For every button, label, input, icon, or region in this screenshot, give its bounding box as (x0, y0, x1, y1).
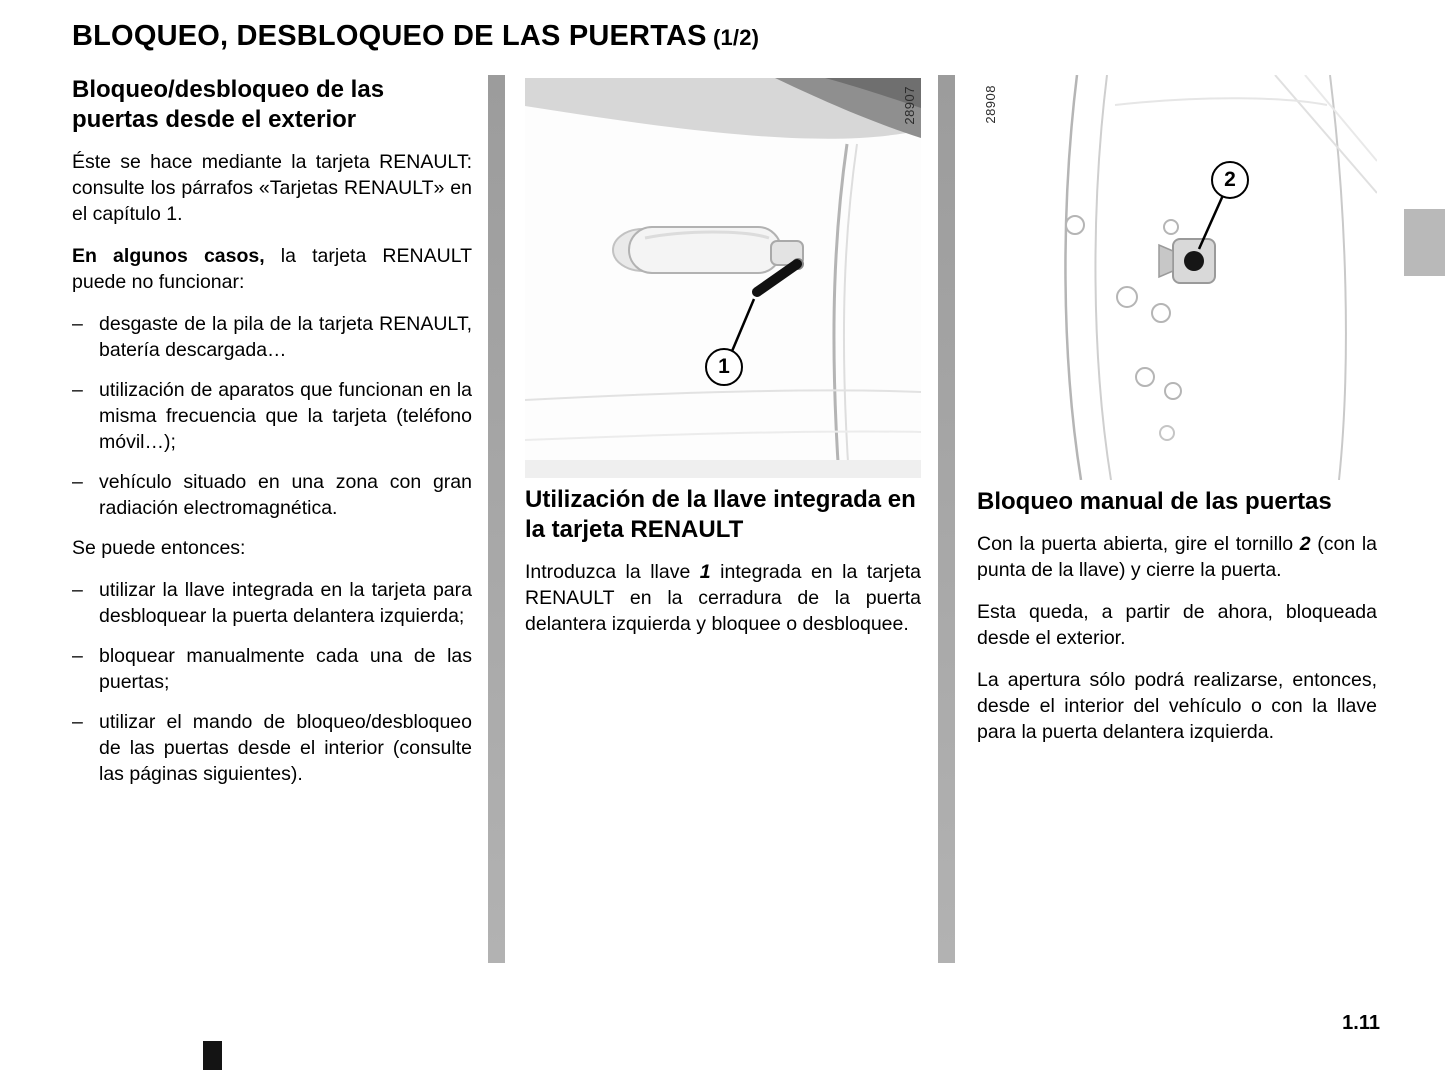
callout-1: 1 (705, 348, 743, 386)
left-column-heading: Bloqueo/desbloqueo de las puertas desde el exterior (72, 76, 385, 133)
list-item (72, 469, 472, 521)
middle-column-heading: Utilización de la llave integrada en la tarjeta RENAULT (525, 486, 916, 543)
door-lock-illustration (975, 75, 1377, 480)
figure-door-lock (975, 75, 1377, 480)
column-separator (488, 75, 505, 963)
paragraph-lock-screw (977, 531, 1377, 583)
bullet-dash: – (72, 379, 83, 401)
paragraph-intro: Éste se hace mediante la tarjeta RENAULT: consulte los párrafos «Tarjetas RENAULT» en el capítulo 1. (72, 151, 472, 225)
list-item (72, 709, 472, 787)
figure-id-label: 28908 (983, 85, 998, 124)
paragraph-cases-rest: la tarjeta RENAULT puede no funcionar: (72, 245, 472, 293)
bullet-dash: – (72, 313, 83, 335)
print-mark (203, 1041, 222, 1070)
list-item-text: utilizar la llave integrada en la tarjeta para desbloquear la puerta delantera izquierda; (99, 579, 472, 627)
figure-id-label: 28907 (902, 86, 917, 125)
paragraph-opening: La apertura sólo podrá realizarse, entonces, desde el interior del vehículo o con la llave para la puerta delantera izquierda. (977, 669, 1377, 743)
list-item (72, 577, 472, 629)
section-tab-marker (1404, 209, 1445, 276)
column-separator (938, 75, 955, 963)
door-handle-illustration (525, 78, 921, 478)
list-item (72, 311, 472, 363)
paragraph-locked-outside: Esta queda, a partir de ahora, bloqueada desde el exterior. (977, 601, 1377, 649)
middle-column (525, 485, 921, 653)
list-item-text: utilización de aparatos que funcionan en la misma frecuencia que la tarjeta (teléfono móvil…); (99, 379, 472, 453)
list-item-text: utilizar el mando de bloqueo/desbloqueo de las puertas desde el interior (consulte las páginas siguientes). (99, 711, 472, 785)
left-column (72, 75, 472, 801)
list-item (72, 643, 472, 695)
bullet-dash: – (72, 471, 83, 493)
paragraph-key-use-pre: Introduzca la llave (525, 561, 700, 583)
key-number-ref: 1 (699, 561, 711, 583)
right-column (977, 487, 1377, 761)
paragraph-cases-bold: En algunos casos, (72, 245, 265, 267)
paragraph-cases (72, 243, 472, 295)
page-title (72, 20, 759, 53)
paragraph-key-use (525, 559, 921, 637)
bullet-dash: – (72, 579, 83, 601)
screw-number-ref: 2 (1299, 533, 1311, 555)
bullet-dash: – (72, 711, 83, 733)
list-item (72, 377, 472, 455)
list-item-text: vehículo situado en una zona con gran radiación electromagnética. (99, 471, 472, 519)
bullet-dash: – (72, 645, 83, 667)
callout-2: 2 (1211, 161, 1249, 199)
page-number: 1.11 (1342, 1012, 1380, 1034)
figure-door-handle (525, 78, 921, 478)
paragraph-options: Se puede entonces: (72, 537, 246, 559)
right-column-heading: Bloqueo manual de las puertas (977, 488, 1332, 515)
list-item-text: bloquear manualmente cada una de las puertas; (99, 645, 472, 693)
list-item-text: desgaste de la pila de la tarjeta RENAULT, batería descargada… (99, 313, 472, 361)
paragraph-lock-screw-post: (con la punta de la llave) y cierre la puerta. (977, 533, 1377, 581)
page-title-suffix: (1/2) (706, 25, 760, 50)
page-title-main: BLOQUEO, DESBLOQUEO DE LAS PUERTAS (72, 20, 707, 52)
paragraph-key-use-post: integrada en la tarjeta RENAULT en la cerradura de la puerta delantera izquierda y bloquee o desbloquee. (525, 561, 921, 635)
paragraph-lock-screw-pre: Con la puerta abierta, gire el tornillo (977, 533, 1300, 555)
